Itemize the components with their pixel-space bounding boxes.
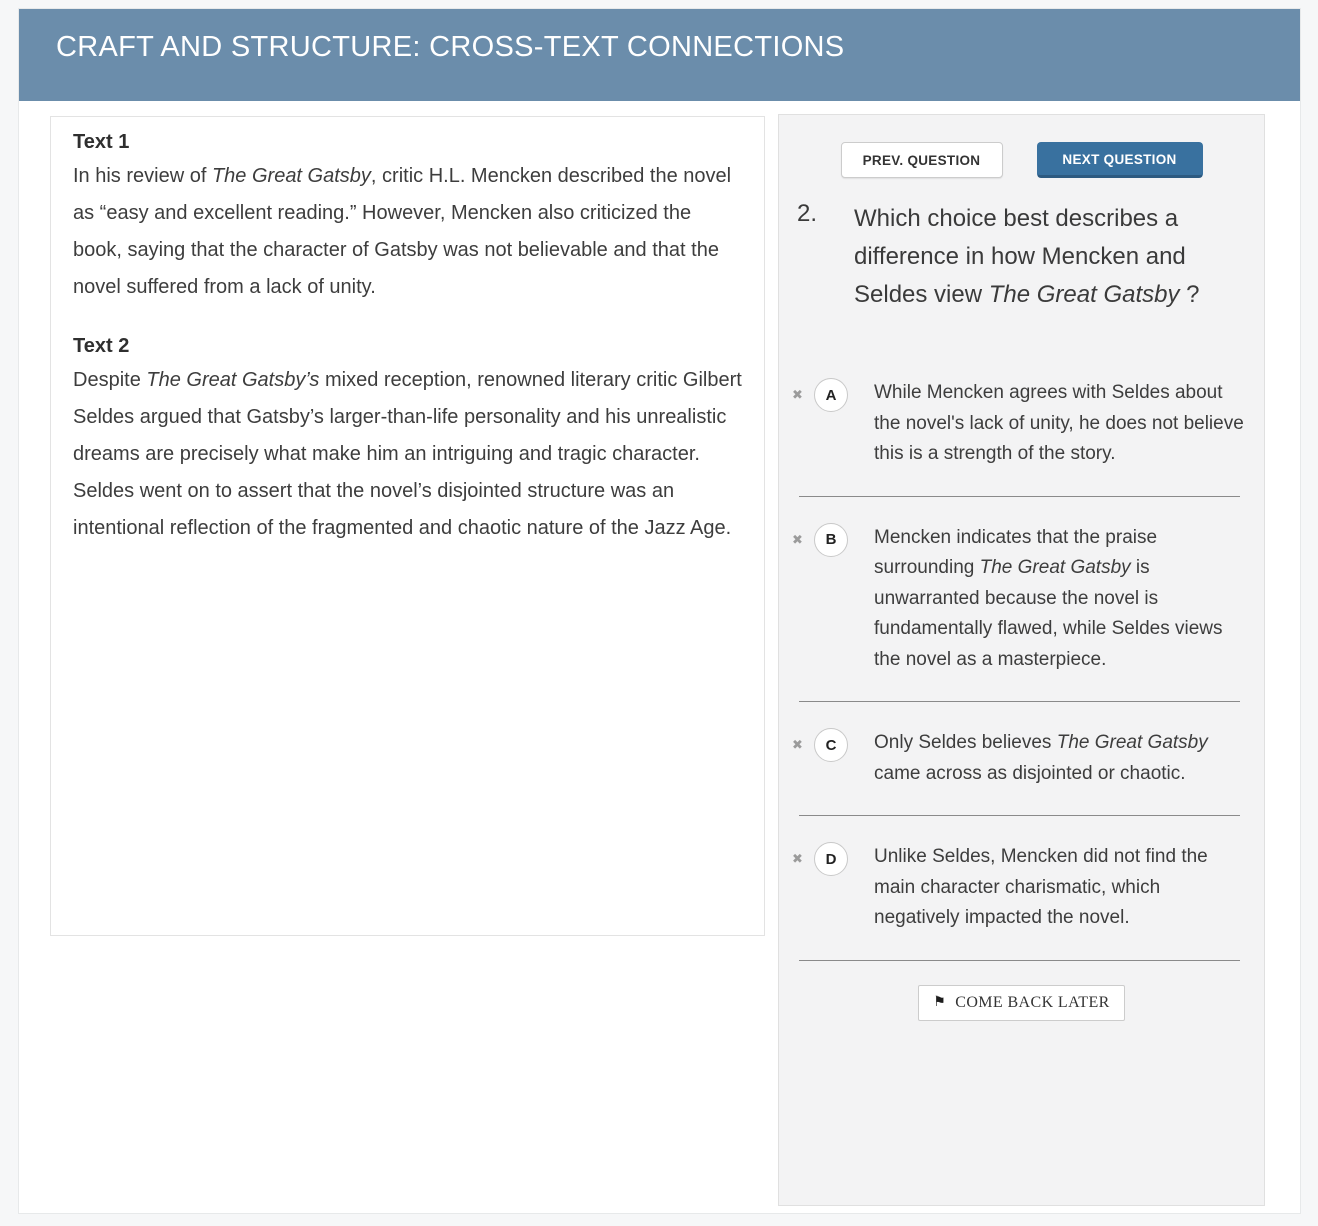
prev-question-button[interactable]: PREV. QUESTION: [841, 142, 1003, 178]
choice-b-text[interactable]: Mencken indicates that the praise surrounding The Great Gatsby is unwarranted because the novel is fundamentally flawed, while Seldes views the novel as a masterpiece.: [874, 526, 1223, 670]
question-nav: [779, 142, 1264, 178]
divider: [799, 960, 1240, 961]
dismiss-x-icon[interactable]: ✖: [792, 851, 803, 866]
next-question-button[interactable]: NEXT QUESTION: [1037, 142, 1203, 178]
passage-1-body: In his review of The Great Gatsby, critic H.L. Mencken described the novel as “easy and excellent reading.” However, Mencken also criticized the book, saying that the character of Gatsby was not believable and that the novel suffered from a lack of unity.: [73, 165, 732, 298]
dismiss-x-icon[interactable]: ✖: [792, 531, 803, 547]
choice-d-letter-badge[interactable]: D: [814, 842, 848, 876]
choice-a-letter-badge[interactable]: A: [814, 378, 848, 412]
choice-d[interactable]: [779, 816, 1264, 960]
come-back-container: [779, 985, 1264, 1021]
choice-d-text[interactable]: Unlike Seldes, Mencken did not find the main character charismatic, which negatively impacted the novel.: [874, 846, 1208, 928]
choice-a-text[interactable]: While Mencken agrees with Seldes about the novel's lack of unity, he does not believe this is a strength of the story.: [874, 382, 1244, 464]
question-panel: [778, 114, 1265, 1206]
question: [779, 178, 1264, 314]
dismiss-x-icon[interactable]: ✖: [792, 737, 803, 752]
passage-panel: [50, 116, 765, 936]
passage-text-1: [73, 131, 742, 306]
flag-icon: ⚑: [933, 995, 947, 1010]
choice-b-letter-badge[interactable]: B: [814, 523, 848, 557]
choice-c-text[interactable]: Only Seldes believes The Great Gatsby came across as disjointed or chaotic.: [874, 732, 1208, 784]
come-back-later-label: COME BACK LATER: [955, 993, 1110, 1011]
passage-1-label: Text 1: [73, 131, 130, 153]
come-back-later-button[interactable]: [918, 985, 1125, 1021]
content-card: [18, 8, 1301, 1214]
question-text: Which choice best describes a difference in how Mencken and Seldes view The Great Gatsby ?: [854, 205, 1200, 308]
choice-c-letter-badge[interactable]: C: [814, 728, 848, 762]
choice-c[interactable]: [779, 702, 1264, 815]
answer-choices: [779, 352, 1264, 961]
dismiss-x-icon[interactable]: ✖: [792, 387, 803, 402]
passage-2-label: Text 2: [73, 335, 130, 357]
choice-a[interactable]: [779, 352, 1264, 496]
passage-2-body: Despite The Great Gatsby’s mixed reception, renowned literary critic Gilbert Seldes argued that Gatsby’s larger-than-life personality and his unrealistic dreams are precisely what make him an intriguing and tragic character. Seldes went on to assert that the novel’s disjointed structure was an intentional reflection of the fragmented and chaotic nature of the Jazz Age.: [73, 369, 742, 539]
question-number: 2.: [797, 200, 818, 227]
lesson-title: CRAFT AND STRUCTURE: CROSS-TEXT CONNECTIONS: [56, 31, 845, 63]
lesson-header: [19, 9, 1300, 101]
choice-b[interactable]: [779, 497, 1264, 702]
passage-text-2: [73, 335, 742, 547]
